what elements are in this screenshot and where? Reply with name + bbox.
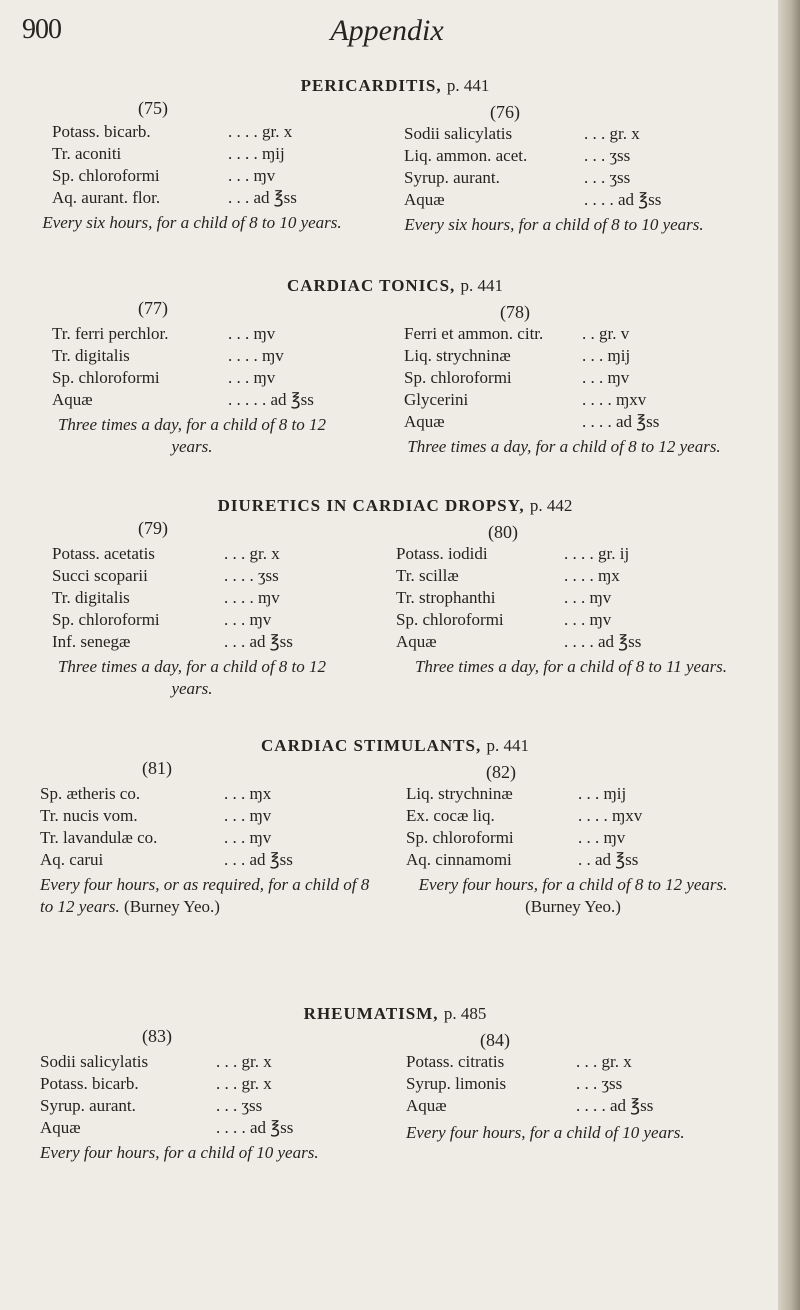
section-title: CARDIAC STIMULANTS, p. 441: [261, 736, 529, 755]
page-header: [22, 14, 752, 64]
prescription-number: (79): [138, 518, 168, 538]
prescription-number: (80): [488, 522, 518, 542]
attribution: (Burney Yeo.): [124, 897, 220, 916]
section-title: CARDIAC TONICS, p. 441: [286, 276, 504, 295]
directions: Three times a day, for a child of 8 to 11 years.: [414, 657, 728, 676]
page-ref: p. 441: [460, 276, 504, 295]
section-title: DIURETICS IN CARDIAC DROPSY, p. 442: [217, 496, 573, 515]
prescription-number: (84): [480, 1030, 510, 1050]
section-title: PERICARDITIS, p. 441: [300, 76, 490, 95]
prescription-number: (83): [142, 1026, 172, 1046]
prescription-number: (82): [486, 762, 516, 782]
page-ref: p. 442: [529, 496, 573, 515]
prescription-number: (78): [500, 302, 530, 322]
directions: Every four hours, for a child of 10 years.: [40, 1143, 319, 1162]
page-number: 900: [22, 14, 61, 45]
prescription-number: (75): [138, 98, 168, 118]
attribution: (Burney Yeo.): [525, 897, 621, 916]
directions: Three times a day, for a child of 8 to 12 years.: [57, 657, 327, 698]
page-ref: p. 441: [446, 76, 490, 95]
page-ref: p. 485: [443, 1004, 487, 1023]
directions: Every four hours, for a child of 10 years.: [406, 1123, 685, 1142]
directions: Three times a day, for a child of 8 to 12 years.: [57, 415, 327, 456]
page-ref: p. 441: [486, 736, 529, 755]
directions: Every six hours, for a child of 8 to 10 years.: [404, 215, 704, 234]
section-title: RHEUMATISM, p. 485: [303, 1004, 487, 1023]
prescription-number: (81): [142, 758, 172, 778]
directions: Every six hours, for a child of 8 to 10 years.: [42, 213, 342, 232]
directions: Three times a day, for a child of 8 to 12 years.: [407, 437, 721, 456]
directions: Every four hours, for a child of 8 to 12 years. (Burney Yeo.): [418, 875, 728, 916]
page-edge: [778, 0, 800, 1310]
prescription-number: (76): [490, 102, 520, 122]
prescription-number: (77): [138, 298, 168, 318]
directions: Every four hours, or as required, for a child of 8 to 12 years. (Burney Yeo.): [40, 875, 370, 916]
page-title: Appendix: [330, 14, 444, 47]
